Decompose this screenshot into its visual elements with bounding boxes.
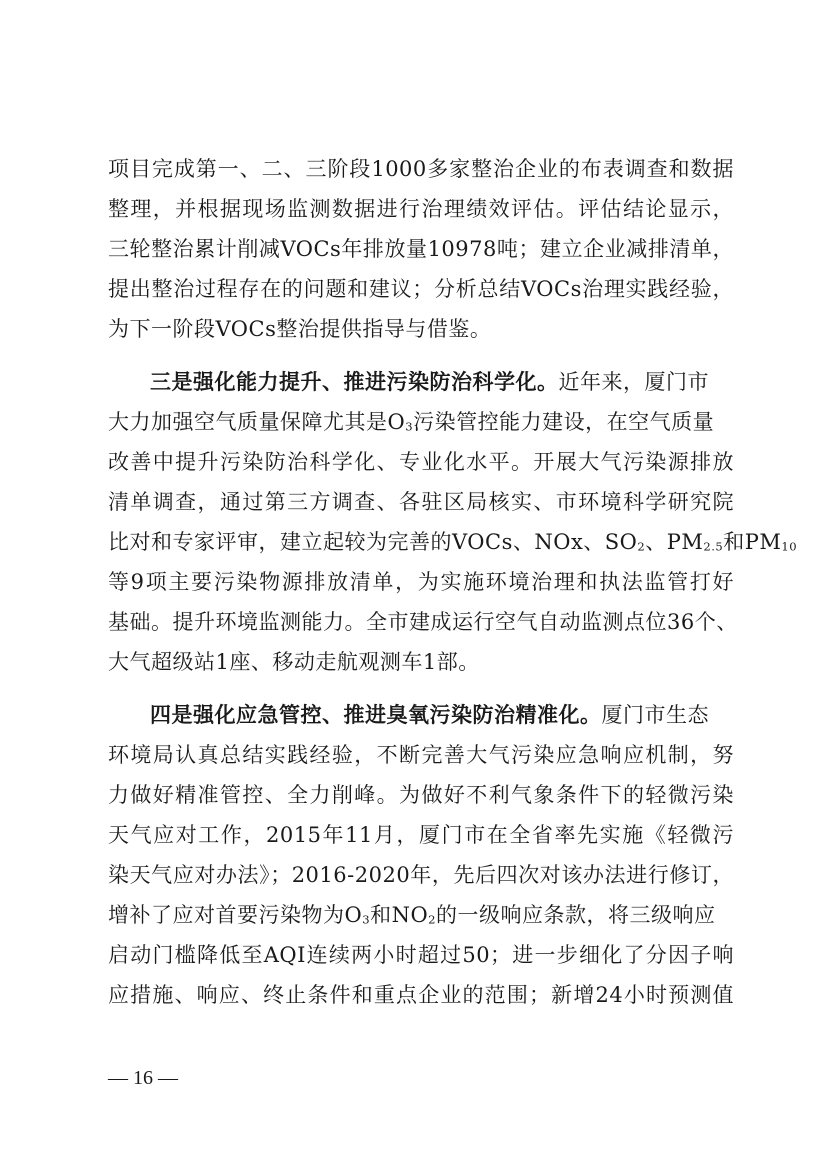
subscript: 2.5 xyxy=(703,539,724,554)
subscript: 2 xyxy=(637,539,646,554)
body-text xyxy=(108,149,798,1015)
text-segment: 大力加强空气质量保障尤其是O xyxy=(108,410,406,434)
text-line: 天气应对工作，2015年11月，厦门市在全省率先实施《轻微污 xyxy=(108,823,734,847)
text-line: 清单调查，通过第三方调查、各驻区局核实、市环境科学研究院 xyxy=(108,490,734,514)
text-segment: 增补了应对首要污染物为O xyxy=(108,903,363,927)
text-line xyxy=(108,402,734,442)
text-line: 整理，并根据现场监测数据进行治理绩效评估。评估结论显示， xyxy=(108,197,734,221)
paragraph-lead: 三是强化能力提升、推进污染防治科学化。 xyxy=(150,369,559,394)
paragraph-3 xyxy=(108,695,734,1015)
subscript: 3 xyxy=(405,419,414,434)
text-line xyxy=(108,895,734,935)
text-line: 力做好精准管控、全力削峰。为做好不利气象条件下的轻微污染 xyxy=(108,783,734,807)
text-line xyxy=(108,522,798,562)
text-segment: 厦门市生态 xyxy=(601,703,709,727)
text-line: 项目完成第一、二、三阶段1000多家整治企业的布表调查和数据 xyxy=(108,157,734,181)
paragraph-lead: 四是强化应急管控、推进臭氧污染防治精准化。 xyxy=(150,702,602,727)
subscript: 2 xyxy=(428,912,437,927)
text-line: 等9项主要污染物源排放清单，为实施环境治理和执法监管打好 xyxy=(108,570,734,594)
text-segment: 和NO xyxy=(370,903,429,927)
text-line: 启动门槛降低至AQI连续两小时超过50；进一步细化了分因子响 xyxy=(108,943,734,967)
subscript: 3 xyxy=(362,912,371,927)
text-line xyxy=(108,695,734,735)
text-line: 提出整治过程存在的问题和建议；分析总结VOCs治理实践经验， xyxy=(108,277,734,301)
text-segment: 和PM xyxy=(723,530,782,554)
text-line: 为下一阶段VOCs整治提供指导与借鉴。 xyxy=(108,317,492,341)
text-segment: 的一级响应条款，将三级响应 xyxy=(436,903,716,927)
text-line: 三轮整治累计削减VOCs年排放量10978吨；建立企业减排清单， xyxy=(108,237,734,261)
text-line xyxy=(108,362,734,402)
text-line: 大气超级站1座、移动走航观测车1部。 xyxy=(108,650,480,674)
text-line: 环境局认真总结实践经验，不断完善大气污染应急响应机制，努 xyxy=(108,743,734,767)
paragraph-2 xyxy=(108,362,798,682)
text-line: 基础。提升环境监测能力。全市建成运行空气自动监测点位36个、 xyxy=(108,610,738,634)
subscript: 10 xyxy=(781,539,798,554)
page-number: — 16 — xyxy=(108,1067,178,1089)
text-line: 改善中提升污染防治科学化、专业化水平。开展大气污染源排放 xyxy=(108,450,734,474)
text-segment: 近年来，厦门市 xyxy=(558,370,709,394)
text-segment: 污染管控能力建设，在空气质量 xyxy=(413,410,715,434)
text-segment: 比对和专家评审，建立起较为完善的VOCs、NOx、SO xyxy=(108,530,638,554)
paragraph-1 xyxy=(108,149,734,349)
text-segment: 、PM xyxy=(645,530,704,554)
text-line: 染天气应对办法》；2016-2020年，先后四次对该办法进行修订， xyxy=(108,863,734,887)
text-line: 应措施、响应、终止条件和重点企业的范围；新增24小时预测值 xyxy=(108,983,734,1007)
